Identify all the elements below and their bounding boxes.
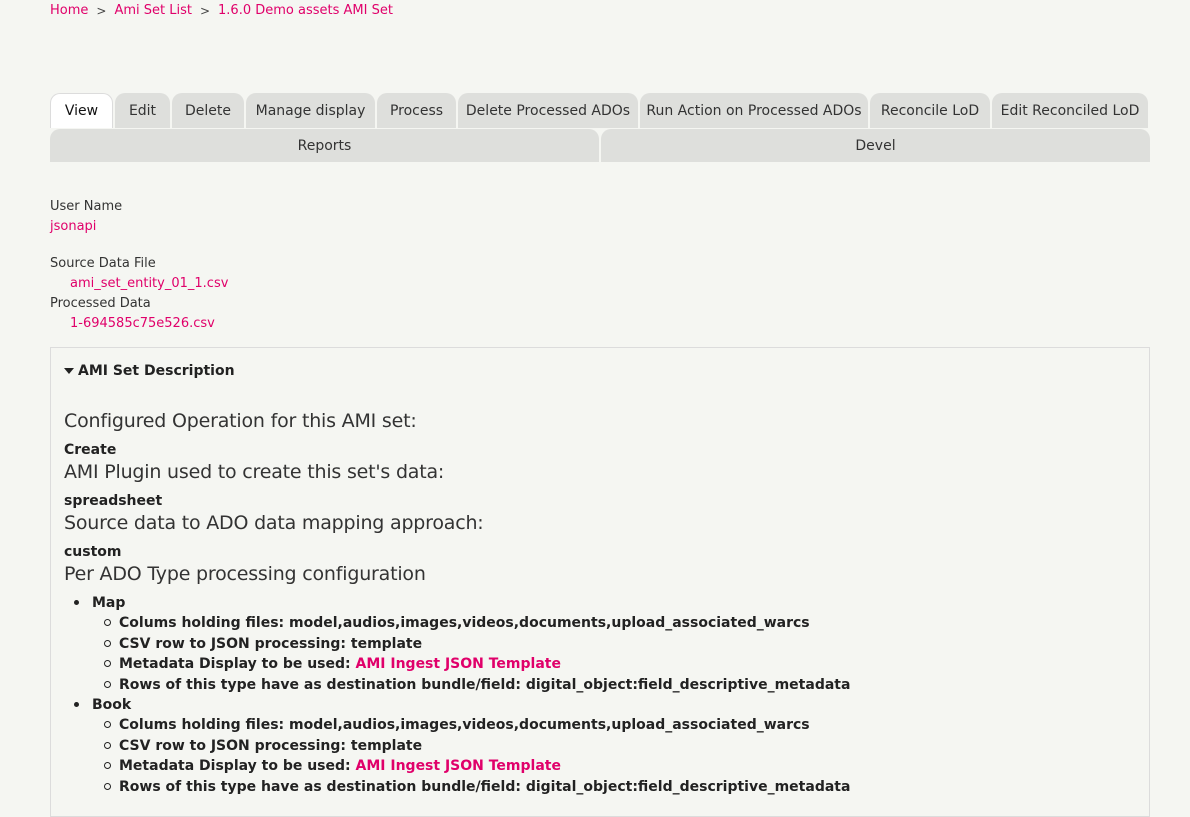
- source-data-file-link[interactable]: ami_set_entity_01_1.csv: [70, 276, 229, 291]
- tab-devel[interactable]: Devel: [601, 129, 1150, 162]
- list-item: [64, 695, 850, 715]
- list-item: [64, 593, 850, 613]
- destination-text: Rows of this type have as destination bundle/field: digital_object:field_descriptive_metadata: [119, 778, 851, 795]
- source-data-file-label: Source Data File: [50, 256, 156, 271]
- mapping-heading: Source data to ADO data mapping approach:: [64, 512, 484, 534]
- bullet-icon: [74, 600, 79, 605]
- tab-edit-reconciled-lod[interactable]: Edit Reconciled LoD: [992, 93, 1148, 128]
- tab-edit[interactable]: Edit: [115, 93, 170, 128]
- files-columns-text: Colums holding files: model,audios,images,videos,documents,upload_associated_warcs: [119, 717, 810, 733]
- circle-bullet-icon: [104, 762, 111, 769]
- ami-set-description-summary: AMI Set Description: [78, 363, 235, 379]
- circle-bullet-icon: [104, 660, 111, 667]
- files-columns-text: Colums holding files: model,audios,images,videos,documents,upload_associated_warcs: [119, 615, 810, 631]
- metadata-display-label: Metadata Display to be used:: [119, 758, 356, 774]
- tab-reconcile-lod[interactable]: Reconcile LoD: [870, 93, 990, 128]
- list-item: [64, 654, 850, 675]
- metadata-display-label: Metadata Display to be used:: [119, 656, 356, 672]
- csv-processing-text: CSV row to JSON processing: template: [119, 635, 423, 652]
- tab-manage-display[interactable]: Manage display: [246, 93, 375, 128]
- per-type-heading: Per ADO Type processing configuration: [64, 563, 426, 585]
- circle-bullet-icon: [104, 721, 111, 728]
- caret-down-icon: [64, 368, 74, 374]
- list-item: [64, 634, 850, 655]
- ado-type-name: Map: [92, 595, 126, 611]
- operation-heading: Configured Operation for this AMI set:: [64, 410, 417, 432]
- circle-bullet-icon: [104, 681, 111, 688]
- csv-processing-text: CSV row to JSON processing: template: [119, 737, 423, 754]
- list-item: [64, 613, 850, 634]
- breadcrumb: [50, 3, 393, 18]
- tab-process[interactable]: Process: [377, 93, 456, 128]
- list-item: [64, 736, 850, 757]
- metadata-display-link[interactable]: AMI Ingest JSON Template: [355, 758, 561, 774]
- list-item: [64, 715, 850, 736]
- circle-bullet-icon: [104, 742, 111, 749]
- primary-tabs: [50, 93, 1150, 128]
- list-item: [64, 756, 850, 777]
- plugin-heading: AMI Plugin used to create this set's data:: [64, 461, 445, 483]
- processed-data-link[interactable]: 1-694585c75e526.csv: [70, 316, 215, 331]
- breadcrumb-separator: >: [199, 3, 211, 18]
- breadcrumb-home-link[interactable]: Home: [50, 3, 89, 18]
- tab-delete-processed-ados[interactable]: Delete Processed ADOs: [458, 93, 638, 128]
- metadata-display-link[interactable]: AMI Ingest JSON Template: [355, 656, 561, 672]
- tab-reports[interactable]: Reports: [50, 129, 599, 162]
- circle-bullet-icon: [104, 640, 111, 647]
- tab-view[interactable]: View: [50, 93, 113, 128]
- circle-bullet-icon: [104, 619, 111, 626]
- secondary-tabs: [50, 129, 1150, 162]
- plugin-value: spreadsheet: [64, 493, 163, 509]
- user-name-link[interactable]: jsonapi: [50, 219, 97, 234]
- breadcrumb-current-link[interactable]: 1.6.0 Demo assets AMI Set: [218, 3, 393, 18]
- tab-run-action-processed-ados[interactable]: Run Action on Processed ADOs: [640, 93, 868, 128]
- operation-value: Create: [64, 442, 117, 458]
- tab-delete[interactable]: Delete: [172, 93, 244, 128]
- list-item: [64, 777, 850, 798]
- ado-type-list: [64, 593, 850, 797]
- breadcrumb-separator: >: [96, 3, 107, 18]
- ami-set-description-toggle[interactable]: [64, 363, 235, 379]
- user-name-label: User Name: [50, 199, 123, 214]
- list-item: [64, 675, 850, 696]
- destination-text: Rows of this type have as destination bundle/field: digital_object:field_descriptive_metadata: [119, 676, 851, 693]
- ado-type-name: Book: [92, 697, 132, 713]
- bullet-icon: [74, 702, 79, 707]
- breadcrumb-ami-set-list-link[interactable]: Ami Set List: [114, 3, 192, 18]
- circle-bullet-icon: [104, 783, 111, 790]
- mapping-value: custom: [64, 544, 122, 560]
- ami-set-description-details: [50, 347, 1150, 817]
- processed-data-label: Processed Data: [50, 296, 151, 311]
